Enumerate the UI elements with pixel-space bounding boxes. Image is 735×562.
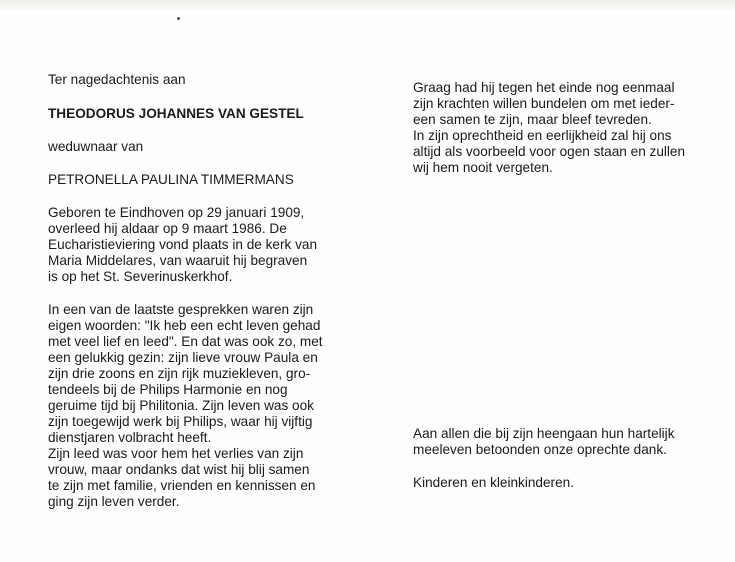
print-speck [177,17,180,20]
memories-paragraph [48,302,356,510]
text-line: is op het St. Severinuskerkhof. [48,269,233,284]
left-column [48,72,356,510]
text-line: een samen te zijn, maar bleef tevreden. [413,112,652,127]
text-line: met veel lief en leed". En dat was ook zo, met [48,334,323,349]
text-line: meeleven betoonden onze oprechte dank. [413,442,667,457]
widower-text: weduwnaar van [48,139,144,154]
text-line: Graag had hij tegen het einde nog eenmaal [413,80,675,95]
biography-paragraph [48,205,356,285]
text-line: zijn krachten willen bundelen om met ieder- [413,96,675,111]
text-line: In zijn oprechtheid en eerlijkheid zal hij ons [413,128,672,143]
text-line: wij hem nooit vergeten. [413,160,553,175]
right-column [413,80,691,176]
spouse-name: PETRONELLA PAULINA TIMMERMANS [48,172,294,187]
tribute-paragraph [413,80,691,176]
text-line: zijn toegewijd werk bij Philips, waar hij vijftig [48,414,313,429]
intro-text: Ter nagedachtenis aan [48,72,186,87]
text-line: Zijn leed was voor hem het verlies van zijn [48,446,304,461]
text-line: eigen woorden: "Ik heb een echt leven gehad [48,318,321,333]
text-line: overleed hij aldaar op 9 maart 1986. De [48,221,287,236]
text-line: geruime tijd bij Philitonia. Zijn leven was ook [48,398,314,413]
text-line: te zijn met familie, vrienden en kennissen en [48,478,316,493]
text-line: vrouw, maar ondanks dat wist hij blij samen [48,462,310,477]
text-line: Eucharistieviering vond plaats in de kerk van [48,237,318,252]
deceased-name: THEODORUS JOHANNES VAN GESTEL [48,106,304,121]
text-line: tendeels bij de Philips Harmonie en nog [48,382,288,397]
text-line: Aan allen die bij zijn heengaan hun hartelijk [413,426,675,441]
text-line: ging zijn leven verder. [48,494,180,509]
text-line: Maria Middelares, van waaruit hij begraven [48,253,308,268]
text-line: zijn drie zoons en zijn rijk muziekleven, gro- [48,366,311,381]
card-top-edge [0,0,735,10]
text-line: een gelukkig gezin: zijn lieve vrouw Paula en [48,350,318,365]
family-signature: Kinderen en kleinkinderen. [413,475,574,490]
text-line: dienstjaren volbracht heeft. [48,430,212,445]
thanks-block [413,426,691,491]
text-line: Geboren te Eindhoven op 29 januari 1909, [48,205,305,220]
text-line: In een van de laatste gesprekken waren zijn [48,302,314,317]
text-line: altijd als voorbeeld voor ogen staan en zullen [413,144,686,159]
